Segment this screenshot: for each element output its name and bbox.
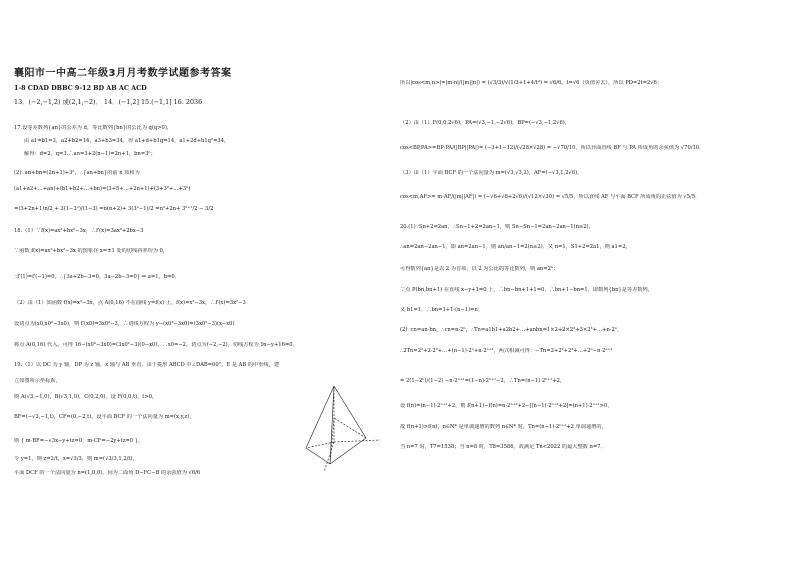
edge-pa	[306, 386, 334, 448]
text-line: 又 b1=1，∴bn=1+1·(n−1)=n；	[400, 307, 483, 313]
text-line: 将点 A(0,16) 代入，可得 16−(x0³−3x0)=(3x0²−3)(0−x0)，∴x0=−2，切点为(−2,−2)，切线方程为 9x−y+16=0．	[14, 342, 298, 348]
pyramid-figure	[296, 378, 382, 476]
text-line: 设 f(n)=(n−1)·2ⁿ⁺¹+2，则 f(n+1)−f(n)=n·2ⁿ⁺²+2−[(n−1)·2ⁿ⁺¹+2]=(n+1)·2ⁿ⁺¹>0，	[400, 403, 613, 409]
text-line: 令 y=1，则 z=2/t，x=√3/3，则 m=(√3/3,1,2/t)，	[14, 456, 138, 462]
document-title: 襄阳市一中高二年级3月月考数学试题参考答案	[14, 68, 232, 79]
axis-x	[324, 442, 334, 472]
text-line: cos<BP,PA>=BP·PA/(|BP||PA|)= (−3+1−12)/(√28×√28) = −√70/10，所以异面直线 BF 与 PA 所成角的余弦值为 √70/10．	[400, 145, 705, 151]
text-line: ∴2Tn=2²+2·2³+…+(n−1)·2ⁿ+n·2ⁿ⁺¹，两式相减可得：−Tn=2+2²+2³+…+2ⁿ−n·2ⁿ⁺¹	[400, 348, 613, 354]
text-line: （2）由（1）知函数 f(x)=x³−3x，点 A(0,16) 不在曲线 y=f(x) 上，f(x)=x³−3x，∴f′(x)=3x²−3	[14, 300, 246, 306]
text-line: 立如图所示坐标系，	[14, 378, 61, 384]
text-line: 故 f(n+1)>f(n)，n∈N* 是单调递增的数列 n∈N* 时，Tn=(n−1)·2ⁿ⁺¹+2 单调递增的，	[400, 424, 607, 430]
text-line: 设切点为(x0,x0³−3x0)，则 f′(x0)=3x0²−3，∴切线方程为 y−(x0³−3x0)=(3x0²−3)(x−x0)	[14, 321, 235, 327]
text-line: ∴an=2an−2an−1，即 an=2an−1，则 an/an−1=2(n≥2)．又 n=1，S1+2=2a1，则 a1=2，	[400, 244, 631, 250]
text-line: 所以|cos<m,n>|=|m·n|/(|m||n|) = (√3/3)/√(1/3+1+4/t²) = √6/6，t=√6（负值舍去），所以 PD=2t=2√6；	[400, 80, 663, 86]
text-line: (2)∵cn=an·bn，∴cn=n·2ⁿ，∴Tn=a1b1+a2b2+…+anbn=1×2+2×2²+3×2³+…+n·2ⁿ，	[400, 327, 623, 333]
text-line: 20.(1)∵Sn+2=2an，∴Sn−1+2=2an−1，则 Sn−Sn−1=2an−2an−1(n≥2)，	[400, 224, 594, 230]
text-line: ∴f′(1)=f′(−1)=0，∴{3a+2b−3=0，3a−2b−3=0} ⇒ a=1，b=0．	[14, 274, 180, 280]
edge-ab	[306, 448, 330, 464]
text-line: 可得数列{an}是以 2 为首项，以 2 为公比的等比数列，则 an=2ⁿ；	[400, 266, 559, 272]
text-line: =(3+2n+1)n/2 + 3(1−3ⁿ)/(1−3) =n(n+2)+ 3(3ⁿ−1)/2 =n²+2n+ 3ⁿ⁺¹/2 − 3/2	[14, 206, 214, 212]
fill-answers: 13．(−2,−1,2) 或(2,1,−2)． 14．(−1,2] 15.(−1,1] 16. 2036	[14, 98, 203, 106]
text-line: 平面 DCF 的一个法向量为 n=(1,0,0)，因为二面角 D−FC−B 的余弦值为 √6/6	[14, 470, 201, 476]
text-line: 则 A(√3,−1,0)，B(√3,1,0)，C(0,2,0)，设 F(0,0,t)，t>0，	[14, 394, 158, 400]
choice-answers: 1-8 CDAD DBBC 9-12 BD AB AC ACD	[14, 84, 147, 92]
text-line: 当 n=7 时，T7=1538；当 n=8 时，T8=3586，故满足 Tn<2022 的最大整数 n=7．	[400, 444, 606, 450]
segment-cf	[334, 418, 366, 438]
edge-da	[306, 442, 334, 448]
text-line: ∵函数 f(x)=ax³+bx²−3x 的图象在 x=±1 处的切线斜率均为 0，	[14, 248, 169, 254]
axis-y	[334, 440, 380, 442]
text-line: 17.设等差数列{an}的公差为 d，等比数列{bn}的公比为 q(q>0)，	[14, 125, 173, 131]
text-line: 则 { m·BF=−√3x−y+tz=0，m·CF=−2y+tz=0 }，	[14, 438, 144, 444]
text-line: BF=(−√3,−1,t)，CF=(0,−2,t)，设平面 BCF 的一个法向量为 m=(x,y,z)，	[14, 414, 195, 420]
text-line: 18.（1）∵f(x)=ax³+bx²−3x，∴f′(x)=3ax²+2bx−3	[14, 228, 144, 234]
text-line: cos<m,AF>= m·AF/(|m||AF|) = (−√6+√6+2√6)/(√12×√30) = √5/5，所以直线 AF 与平面 BCF 所成角的正弦值为 √5/5．	[400, 194, 701, 200]
text-line: (2)∵an+bn=(2n+1)+3ⁿ，∴{an+bn}的前 n 项和为	[14, 170, 140, 176]
text-line: 解得：d=2，q=3.∴an=3+2(n−1)=2n+1，bn=3ⁿ；	[24, 151, 156, 157]
text-line: 由 a1=b1=3，a2+b2=14，a3+b3=34，得 a1+d+b1q=14，a1+2d+b1q²=34，	[24, 138, 230, 144]
text-line: 19.（1）以 DC 为 y 轴，DP 为 z 轴，x 轴与 AB 垂直，由于菱形 ABCD 中∠DAB=60°，E 是 AB 的中垂线，建	[14, 362, 280, 368]
text-line: (a1+a2+…+an)+(b1+b2+…+bn)=(3+5+…+2n+1)+(3+3²+…+3ⁿ)	[14, 186, 191, 192]
text-line: ∵点 P(bn,bn+1) 在直线 x−y+1=0 上，∴bn−bn+1+1=0，∴bn+1−bn=1，即数列{bn}是等差数列，	[400, 287, 653, 293]
text-line: （2）由（1）F(0,0,2√6)，PA=(√3,−1,−2√6)，BP=(−√3,−1,2√6)，	[400, 120, 571, 126]
edge-pc	[334, 386, 366, 438]
text-line: （3）由（1）平面 BCF 的一个法向量为 m=(√3,√3,2)，AF=(−√3,1,2√6)，	[400, 170, 583, 176]
text-line: = 2(1−2ⁿ)/(1−2) −n·2ⁿ⁺¹=(1−n)·2ⁿ⁺¹−2，∴Tn=(n−1)·2ⁿ⁺¹+2，	[400, 378, 566, 384]
